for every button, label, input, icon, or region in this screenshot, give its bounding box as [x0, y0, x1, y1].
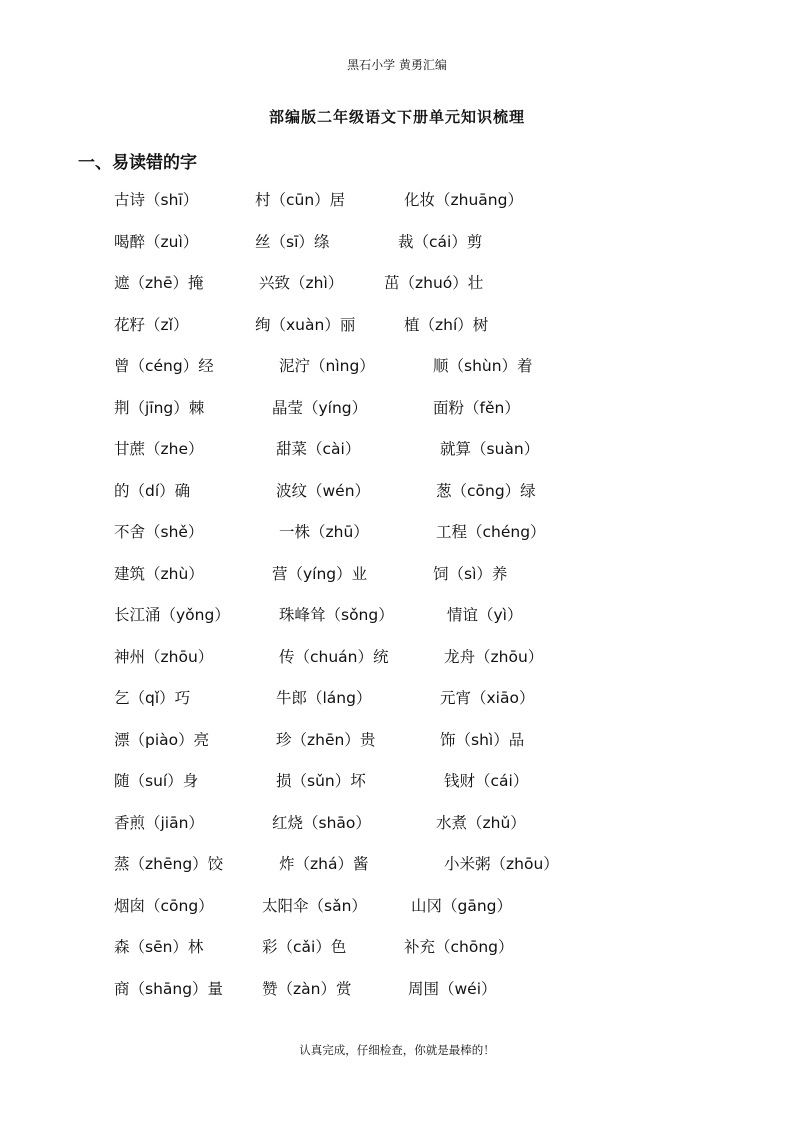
vocab-item: 商（shāng）量: [114, 979, 224, 998]
vocab-item: 森（sēn）林: [114, 938, 204, 956]
vocab-item: 太阳伞（sǎn）: [262, 896, 367, 915]
vocab-item: 葱（cōng）绿: [436, 481, 536, 500]
page-header: 黑石小学 黄勇汇编: [347, 58, 447, 72]
vocab-item: 元宵（xiāo）: [440, 689, 535, 707]
vocab-item: 村（cūn）居: [255, 191, 346, 209]
vocab-item: 荆（jīng）棘: [114, 398, 205, 417]
vocab-item: 小米粥（zhōu）: [444, 855, 559, 873]
vocab-item: 顺（shùn）着: [433, 357, 533, 375]
vocab-row: [114, 809, 714, 851]
vocab-item: 就算（suàn）: [440, 440, 540, 458]
vocab-item: 乞（qǐ）巧: [114, 689, 191, 707]
vocab-item: 甜菜（cài）: [276, 440, 361, 458]
vocab-row: [114, 352, 714, 394]
vocab-item: 化妆（zhuāng）: [404, 191, 523, 209]
vocab-row: [114, 975, 714, 1017]
section-heading: 一、易读错的字: [78, 153, 197, 173]
vocab-row: [114, 726, 714, 768]
vocab-item: 晶莹（yíng）: [272, 398, 368, 417]
vocab-item: 饲（sì）养: [433, 564, 508, 583]
vocab-row: [114, 518, 714, 560]
vocab-item: 兴致（zhì）: [259, 274, 344, 292]
vocab-item: 古诗（shī）: [114, 191, 199, 209]
vocab-row: [114, 228, 714, 270]
vocab-item: 神州（zhōu）: [114, 647, 214, 666]
vocab-item: 曾（céng）经: [114, 357, 214, 375]
vocab-item: 赞（zàn）赏: [262, 979, 352, 998]
vocab-row: [114, 186, 714, 228]
vocab-item: 工程（chéng）: [436, 523, 546, 541]
vocab-item: 钱财（cái）: [444, 772, 529, 790]
vocab-item: 长江涌（yǒng）: [114, 606, 230, 624]
vocab-item: 补充（chōng）: [404, 938, 514, 956]
vocab-item: 面粉（fěn）: [433, 398, 520, 417]
vocab-item: 龙舟（zhōu）: [444, 647, 544, 666]
vocab-item: 绚（xuàn）丽: [255, 315, 356, 334]
vocab-item: 遮（zhē）掩: [114, 274, 204, 292]
vocab-row: [114, 269, 714, 311]
vocab-item: 波纹（wén）: [276, 481, 371, 500]
vocab-item: 的（dí）确: [114, 481, 191, 500]
vocab-item: 炸（zhá）酱: [279, 855, 369, 873]
vocab-item: 周围（wéi）: [408, 979, 497, 998]
vocab-item: 花籽（zǐ）: [114, 315, 189, 334]
vocab-row: [114, 560, 714, 602]
vocab-item: 丝（sī）绦: [255, 232, 330, 251]
vocab-item: 甘蔗（zhe）: [114, 440, 204, 458]
vocab-item: 烟囱（cōng）: [114, 896, 214, 915]
vocab-item: 水煮（zhǔ）: [436, 813, 526, 832]
vocab-row: [114, 684, 714, 726]
vocab-item: 珠峰耸（sǒng）: [279, 606, 394, 624]
vocab-row: [114, 435, 714, 477]
vocab-item: 随（suí）身: [114, 772, 199, 790]
vocab-item: 裁（cái）剪: [398, 232, 483, 251]
vocab-row: [114, 394, 714, 436]
vocab-item: 山冈（gāng）: [411, 896, 513, 915]
vocab-row: [114, 892, 714, 934]
vocab-item: 茁（zhuó）壮: [384, 274, 484, 292]
vocab-item: 红烧（shāo）: [272, 813, 371, 832]
vocab-item: 植（zhí）树: [404, 315, 489, 334]
vocab-row: [114, 477, 714, 519]
vocab-item: 牛郎（láng）: [276, 689, 372, 707]
vocab-item: 营（yíng）业: [272, 564, 368, 583]
vocab-item: 饰（shì）品: [440, 730, 525, 749]
vocab-row: [114, 933, 714, 975]
vocab-item: 香煎（jiān）: [114, 813, 204, 832]
vocab-item: 传（chuán）统: [279, 647, 389, 666]
vocab-row: [114, 601, 714, 643]
document-title: 部编版二年级语文下册单元知识梳理: [268, 108, 525, 126]
vocab-item: 不舍（shě）: [114, 523, 204, 541]
vocab-item: 蒸（zhēng）饺: [114, 855, 224, 873]
vocab-item: 珍（zhēn）贵: [276, 730, 376, 749]
vocabulary-list: [114, 186, 714, 1016]
vocab-item: 彩（cǎi）色: [262, 938, 347, 956]
vocab-item: 泥泞（nìng）: [279, 357, 375, 375]
vocab-row: [114, 643, 714, 685]
page-footer: 认真完成，仔细检查，你就是最棒的！: [299, 1043, 495, 1057]
vocab-item: 喝醉（zuì）: [114, 232, 199, 251]
vocab-item: 一株（zhū）: [279, 523, 369, 541]
vocab-item: 损（sǔn）坏: [276, 772, 366, 790]
vocab-item: 漂（piào）亮: [114, 730, 210, 749]
vocab-item: 建筑（zhù）: [114, 564, 204, 583]
vocab-row: [114, 311, 714, 353]
vocab-row: [114, 767, 714, 809]
vocab-row: [114, 850, 714, 892]
vocab-item: 情谊（yì）: [447, 606, 523, 624]
